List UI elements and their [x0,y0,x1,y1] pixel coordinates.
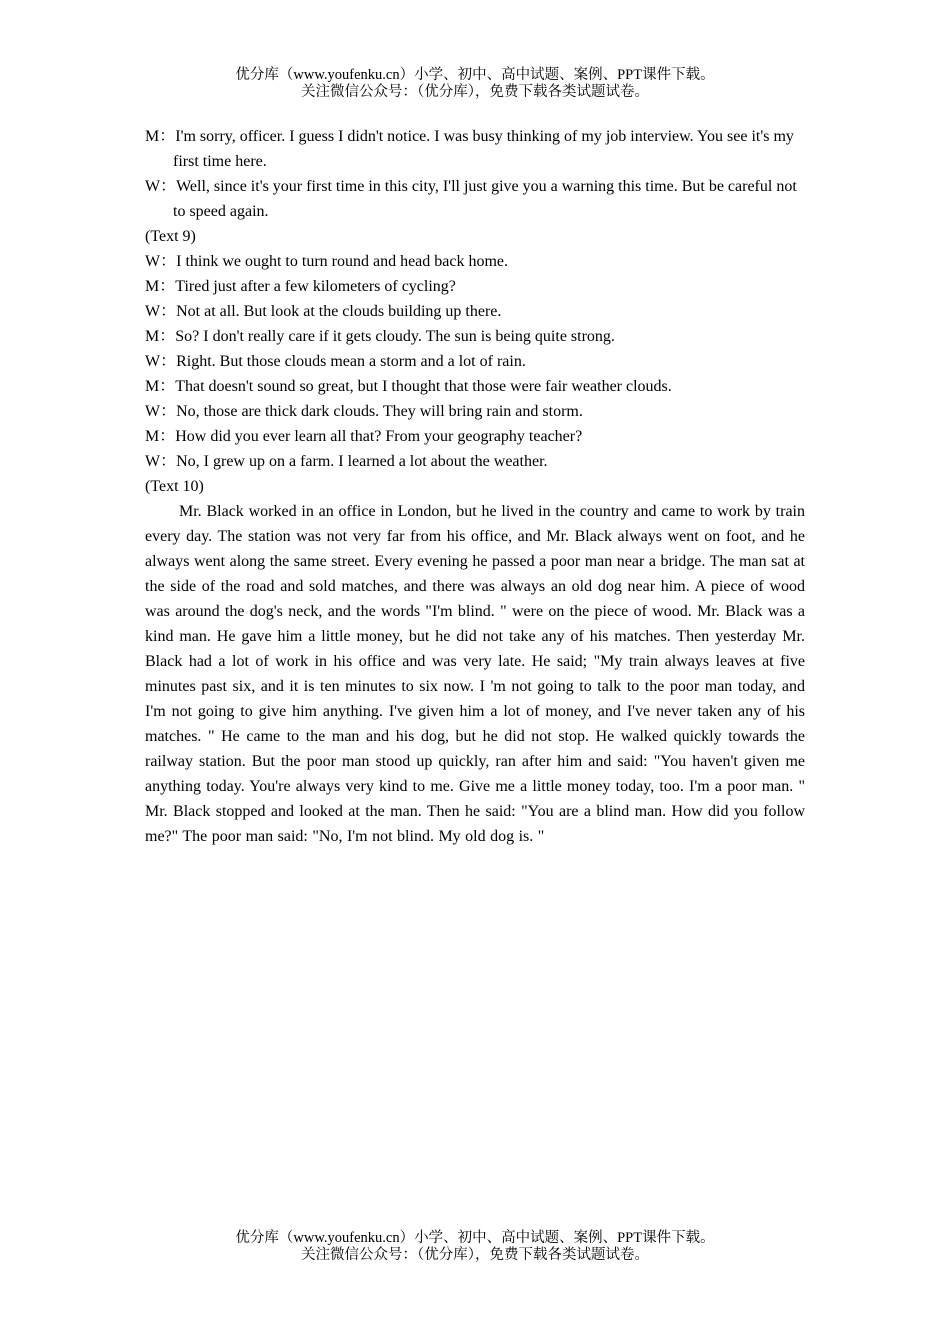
dialogue-line [145,324,805,349]
dialogue-line [145,449,805,474]
speaker-label: W： [145,178,177,195]
dialogue-text: No, I grew up on a farm. I learned a lot about the weather. [176,453,548,470]
dialogue-line [145,424,805,449]
header-line-1: 优分库（www.youfenku.cn）小学、初中、高中试题、案例、PPT课件下载。 [235,67,715,83]
page-header [0,67,950,101]
dialogue-line [145,124,805,174]
text10-label: (Text 10) [145,478,204,495]
dialogue-line [145,274,805,299]
document-body [145,124,805,849]
speaker-label: W： [145,253,177,270]
speaker-label: M： [145,428,176,445]
speaker-label: W： [145,303,177,320]
dialogue-text: I'm sorry, officer. I guess I didn't notice. I was busy thinking of my job interview. You see it's my first time here. [173,128,794,170]
speaker-label: M： [145,328,176,345]
speaker-label: W： [145,453,177,470]
dialogue-text: Tired just after a few kilometers of cycling? [175,278,456,295]
dialogue-line [145,349,805,374]
text10-paragraph: Mr. Black worked in an office in London, but he lived in the country and came to work by train every day. The station was not very far from his office, and Mr. Black always went on foot, and he always went along the same street. Every evening he passed a poor man near a bridge. The man sat at the side of the road and sold matches, and there was always an old dog near him. A piece of wood was around the dog's neck, and the words "I'm blind. " were on the piece of wood. Mr. Black was a kind man. He gave him a little money, but he did not take any of his matches. Then yesterday Mr. Black had a lot of work in his office and was very late. He said; "My train always leaves at five minutes past six, and it is ten minutes to six now. I 'm not going to talk to the poor man today, and I'm not going to give him anything. I've given him a lot of money, and I've never taken any of his matches. " He came to the man and his dog, but he did not stop. He walked quickly towards the railway station. But the poor man stood up quickly, ran after him and said: "You haven't given me anything today. You're always very kind to me. Give me a little money today, too. I'm a poor man. " Mr. Black stopped and looked at the man. Then he said: "You are a blind man. How did you follow me?" The poor man said: "No, I'm not blind. My old dog is. " [145,503,805,845]
dialogue-line [145,374,805,399]
speaker-label: M： [145,378,176,395]
footer-line-2: 关注微信公众号：（优分库），免费下载各类试题试卷。 [301,1247,649,1263]
page-footer [0,1230,950,1264]
dialogue-text: Right. But those clouds mean a storm and a lot of rain. [176,353,526,370]
dialogue-line [145,299,805,324]
dialogue-text: So? I don't really care if it gets cloudy. The sun is being quite strong. [175,328,615,345]
dialogue-text: How did you ever learn all that? From your geography teacher? [175,428,583,445]
dialogue-text: Well, since it's your first time in this city, I'll just give you a warning this time. But be careful not to speed again. [173,178,797,220]
dialogue-text: No, those are thick dark clouds. They will bring rain and storm. [176,403,583,420]
speaker-label: M： [145,128,176,145]
speaker-label: W： [145,353,177,370]
header-line-2: 关注微信公众号：（优分库），免费下载各类试题试卷。 [301,84,649,100]
dialogue-line [145,249,805,274]
dialogue-text: I think we ought to turn round and head back home. [176,253,509,270]
dialogue-text: Not at all. But look at the clouds building up there. [176,303,502,320]
speaker-label: M： [145,278,176,295]
dialogue-line [145,174,805,224]
dialogue-line [145,399,805,424]
dialogue-text: That doesn't sound so great, but I thought that those were fair weather clouds. [175,378,672,395]
footer-line-1: 优分库（www.youfenku.cn）小学、初中、高中试题、案例、PPT课件下载。 [235,1230,715,1246]
speaker-label: W： [145,403,177,420]
text9-label: (Text 9) [145,228,196,245]
